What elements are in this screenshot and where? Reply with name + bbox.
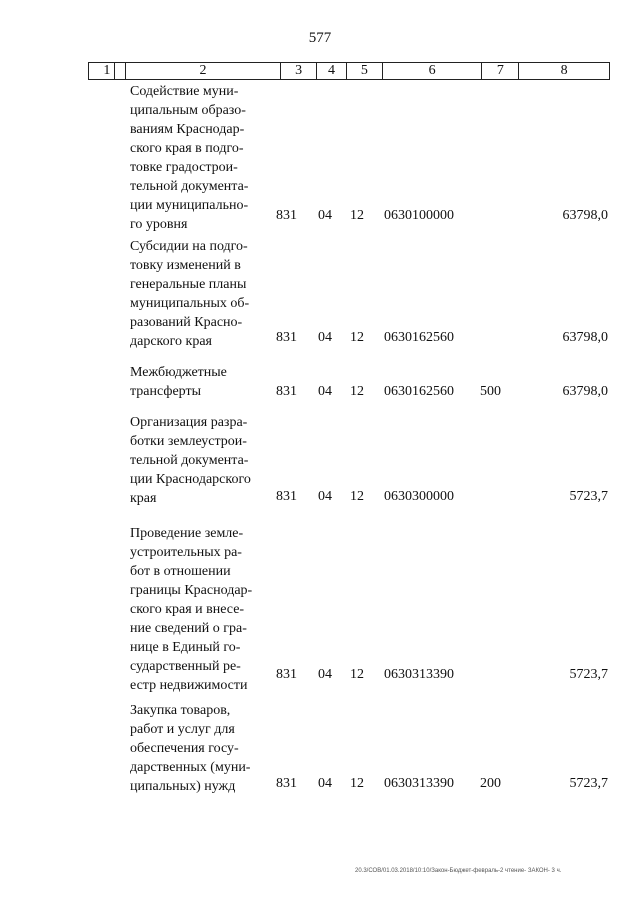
row-col-5: 12 [350, 489, 364, 504]
page-number: 577 [308, 30, 332, 46]
row-col-7: 500 [480, 384, 501, 399]
row-col-3: 831 [276, 208, 297, 223]
row-col-5: 12 [350, 667, 364, 682]
row-col-3: 831 [276, 384, 297, 399]
header-col-5: 5 [347, 63, 383, 79]
row-description: Проведение земле- устроительных ра- бот в отношении границы Краснодар- ского края и внесе- ние сведений о гра- нице в Единый го- сударственный ре- естр недвижимости [130, 526, 253, 693]
row-col-8: 63798,0 [562, 330, 608, 345]
header-col-1: 1 [89, 63, 126, 79]
table-row [0, 82, 640, 242]
table-row [0, 413, 640, 513]
row-col-8: 63798,0 [562, 208, 608, 223]
row-col-4: 04 [318, 384, 332, 399]
row-col-4: 04 [318, 489, 332, 504]
header-col-8: 8 [560, 63, 568, 78]
row-col-8: 63798,0 [562, 384, 608, 399]
header-col-3: 3 [281, 63, 317, 79]
row-col-6: 0630162560 [384, 384, 454, 399]
footer-note: 20.3/СОВ/01.03.2018/10:10/Закон-Бюджет-февраль-2 чтение- ЗАКОН- 3 ч. [355, 868, 562, 874]
row-col-3: 831 [276, 489, 297, 504]
row-col-4: 04 [318, 667, 332, 682]
row-col-6: 0630313390 [384, 667, 454, 682]
header-col-7: 7 [482, 63, 519, 79]
row-col-5: 12 [350, 776, 364, 791]
row-col-4: 04 [318, 208, 332, 223]
row-col-8: 5723,7 [569, 667, 608, 682]
row-col-3: 831 [276, 667, 297, 682]
row-col-6: 0630162560 [384, 330, 454, 345]
table-row [0, 237, 640, 357]
table-header [88, 62, 610, 80]
row-description: Межбюджетные трансферты [130, 365, 227, 399]
row-col-3: 831 [276, 776, 297, 791]
row-description: Организация разра- ботки землеустрои- тельной документа- ции Краснодарского края [130, 415, 251, 506]
row-description: Содействие муни- ципальным образо- ваниям Краснодар- ского края в подго- товке градострои- тельной документа- ции муниципально- го уровня [130, 84, 249, 232]
row-col-6: 0630300000 [384, 489, 454, 504]
row-col-6: 0630313390 [384, 776, 454, 791]
row-description: Закупка товаров, работ и услуг для обеспечения госу- дарственных (муни- ципальных) нужд [130, 703, 251, 794]
row-col-6: 0630100000 [384, 208, 454, 223]
row-col-8: 5723,7 [569, 489, 608, 504]
header-col-6: 6 [383, 63, 483, 79]
table-row [0, 524, 640, 699]
row-description: Субсидии на подго- товку изменений в генеральные планы муниципальных об- разований Красно- дарского края [130, 239, 250, 349]
row-col-4: 04 [318, 776, 332, 791]
row-col-5: 12 [350, 208, 364, 223]
header-col-4: 4 [317, 63, 347, 79]
row-col-4: 04 [318, 330, 332, 345]
row-col-7: 200 [480, 776, 501, 791]
row-col-3: 831 [276, 330, 297, 345]
row-col-8: 5723,7 [569, 776, 608, 791]
row-col-5: 12 [350, 330, 364, 345]
table-row [0, 363, 640, 403]
header-col-2: 2 [126, 63, 281, 79]
row-col-5: 12 [350, 384, 364, 399]
table-row [0, 701, 640, 801]
